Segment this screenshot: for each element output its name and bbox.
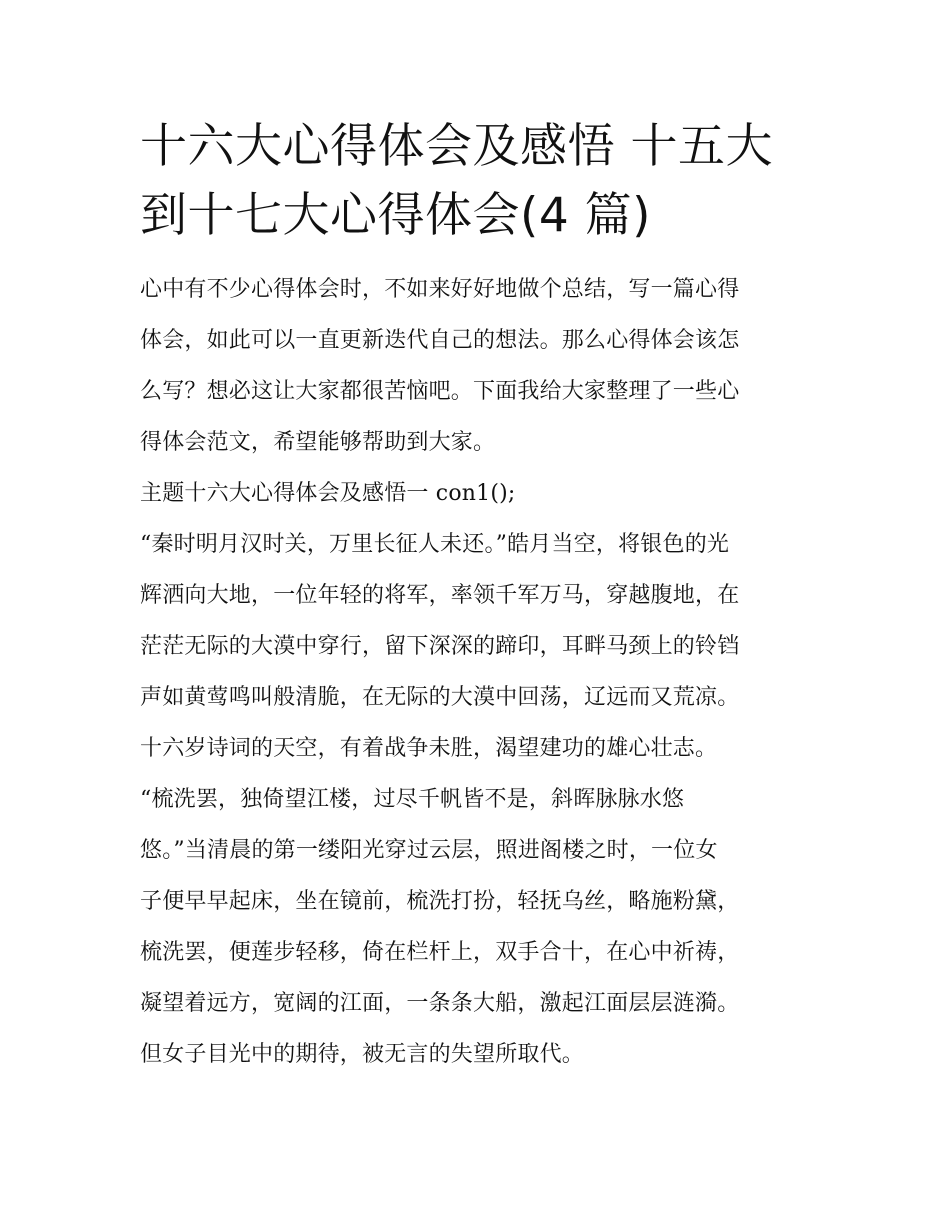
body-line: 么写？想必这让大家都很苦恼吧。下面我给大家整理了一些心 [140, 379, 740, 404]
body-line: 茫茫无际的大漠中穿行，留下深深的蹄印，耳畔马颈上的铃铛 [140, 634, 740, 659]
body-line: “梳洗罢，独倚望江楼，过尽千帆皆不是，斜晖脉脉水悠 [140, 787, 685, 812]
document-title [140, 112, 812, 250]
body-line: 悠。”当清晨的第一缕阳光穿过云层，照进阁楼之时，一位女 [140, 838, 718, 863]
title-line: 十六大心得体会及感悟 十五大 [140, 119, 773, 174]
body-line: 体会，如此可以一直更新迭代自己的想法。那么心得体会该怎 [140, 328, 740, 353]
body-line: 辉洒向大地，一位年轻的将军，率领千军万马，穿越腹地，在 [140, 583, 740, 608]
body-line: 子便早早起床，坐在镜前，梳洗打扮，轻抚乌丝，略施粉黛， [140, 889, 740, 914]
body-line: “秦时明月汉时关，万里长征人未还。”皓月当空，将银色的光 [140, 532, 730, 557]
body-line: 梳洗罢，便莲步轻移，倚在栏杆上，双手合十，在心中祈祷， [140, 940, 740, 965]
body-line: 得体会范文，希望能够帮助到大家。 [140, 430, 496, 455]
subheading-line: 主题十六大心得体会及感悟一 con1(); [140, 481, 516, 506]
body-line: 声如黄莺鸣叫般清脆，在无际的大漠中回荡，辽远而又荒凉。 [140, 685, 740, 710]
body-line: 十六岁诗词的天空，有着战争未胜，渴望建功的雄心壮志。 [140, 736, 718, 761]
body-line: 但女子目光中的期待，被无言的失望所取代。 [140, 1042, 585, 1067]
document-content [140, 112, 812, 1080]
body-line: 凝望着远方，宽阔的江面，一条条大船，激起江面层层涟漪。 [140, 991, 740, 1016]
title-line: 到十七大心得体会(4 篇) [140, 188, 652, 243]
body-line: 心中有不少心得体会时，不如来好好地做个总结，写一篇心得 [140, 277, 740, 302]
document-body [140, 264, 812, 1080]
